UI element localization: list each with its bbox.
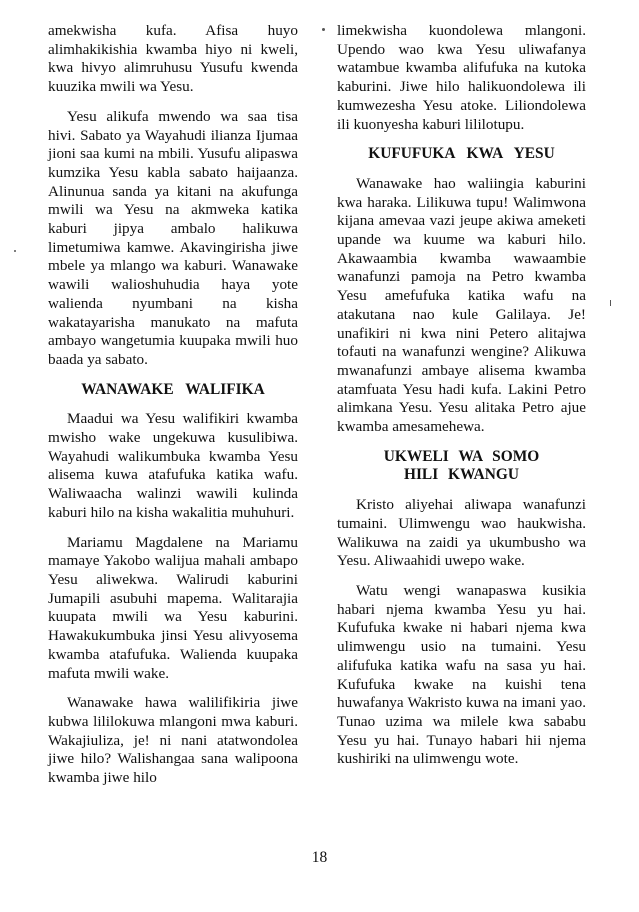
paragraph: amekwisha kufa. Afisa huyo alimhakikishia kwamba hiyo ni kweli, kwa hivyo alimruhusu Yusufu kwenda kuuzika mwili wa Yesu.	[48, 22, 298, 96]
section-heading-wanawake-walifika: WANAWAKE WALIFIKA	[81, 380, 265, 398]
left-column	[48, 22, 298, 799]
paragraph: Mariamu Magdalene na Mariamu mamaye Yakobo walijua mahali ambapo Yesu aliwekwa. Walirudi kaburini Jumapili asubuhi mapema. Walitarajia kuupata mwili wa Yesu kaburini. Hawakukumbuka jinsi Yesu alivyosema kwamba atafufuka. Walienda kuupaka mafuta mwili wake.	[48, 533, 298, 682]
paragraph: Yesu alikufa mwendo wa saa tisa hivi. Sabato ya Wayahudi ilianza Ijumaa jioni saa kumi na mbili. Yusufu alipaswa kumzika Yesu kabla sabato haijaanza. Alinunua sanda ya kitani na akufunga mwili wa Yesu na akmweka katika kaburi jipya ambalo halikuwa limetumiwa kamwe. Akavingirisha jiwe mbele ya mlango wa kaburi. Wanawake wawili walioshuhudia haya yote walienda nyumbani na kisha wakatayarisha manukato na mafuta ambayo wangetumia kuupaka mwili huo baada ya sabato.	[48, 107, 298, 368]
paragraph: Watu wengi wanapaswa kusikia habari njema kwamba Yesu yu hai. Kufufuka kwake ni habari njema kwa ulimwengu usio na tumaini. Yesu alifufuka katika wafu na sasa yu hai. Kufufuka kwake na kuishi tena huwafanya Wakristo kuwa na imani yao. Tunao uzima wa milele kwa sababu Yesu yu hai. Tunayo habari hii njema kushiriki na ulimwengu wote.	[337, 581, 586, 768]
scan-speck	[610, 300, 611, 306]
section-heading-kufufuka-kwa-yesu: KUFUFUKA KWA YESU	[368, 145, 555, 163]
section-heading-ukweli-wa-somo: UKWELI WA SOMO HILI KWANGU	[383, 447, 540, 484]
paragraph: limekwisha kuondolewa mlangoni. Upendo wao kwa Yesu uliwafanya watambue kwamba alifufuka na kutoka kaburini. Jiwe hilo halikuondolewa ili kumwezesha Yesu atoke. Liliondolewa ili kuonyesha kaburi lililotupu.	[337, 22, 586, 133]
page-number: 18	[311, 849, 328, 866]
scan-speck	[322, 28, 325, 31]
paragraph: Maadui wa Yesu walifikiri kwamba mwisho wake ungekuwa kusulibiwa. Wayahudi walikumbuka kwamba Yesu alisema kuwa atafufuka katika wafu. Waliwaacha walinzi wawili kulinda kaburi hilo na kisha wakalitia muhuhuri.	[48, 410, 298, 521]
paragraph: Kristo aliyehai aliwapa wanafunzi tumaini. Ulimwengu wao haukwisha. Walikuwa na zaidi ya ukumbusho wa Yesu. Aliwaahidi uwepo wake.	[337, 496, 586, 570]
paragraph: Wanawake hao waliingia kaburini kwa haraka. Lilikuwa tupu! Walimwona kijana amevaa vazi jeupe akiwa ameketi upande wa kuume wa kaburi hilo. Akawaambia kwamba wawaambie wanafunzi pamoja na Petro kwamba Yesu amefufuka katika wafu na atakutana nao kule Galilaya. Je! unafikiri ni kwa nini Petero alitajwa tofauti na wanafunzi wengine? Alikuwa mwanafunzi ambaye alisema kwamba atamfuata Yesu hadi kufa. Lakini Petro alimkana Yesu. Yesu alitaka Petro ajue kwamba amesamehewa.	[337, 174, 586, 436]
scan-speck	[14, 250, 16, 252]
right-column	[337, 22, 586, 780]
paragraph: Wanawake hawa walilifikiria jiwe kubwa lililokuwa mlangoni mwa kaburi. Wakajiuliza, je! ni nani atatwondolea jiwe hilo? Walishangaa sana walipoona kwamba jiwe hilo	[48, 694, 298, 787]
